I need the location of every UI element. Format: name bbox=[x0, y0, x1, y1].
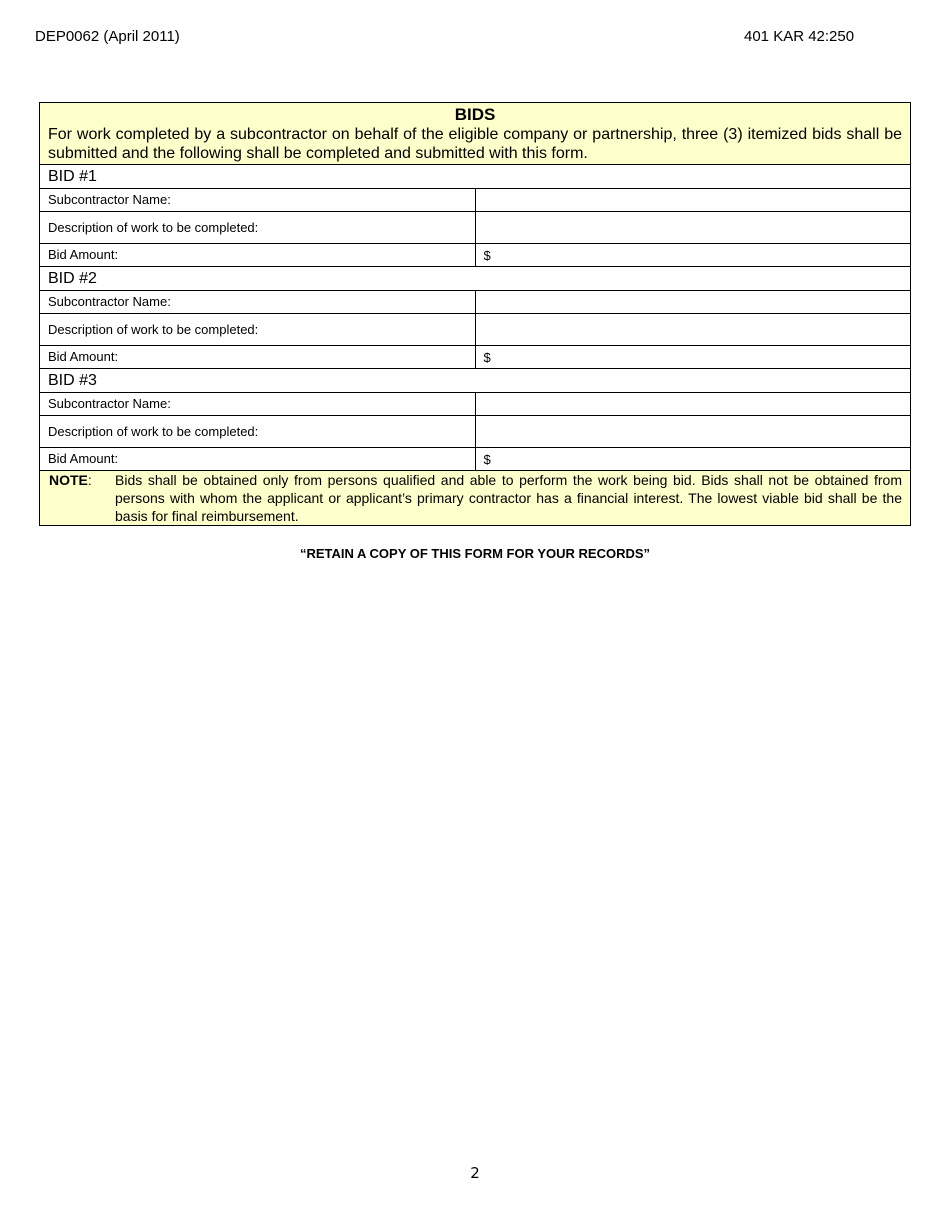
bid-1-amount-label: Bid Amount: bbox=[40, 244, 476, 267]
bid-1-name-field[interactable] bbox=[475, 189, 911, 212]
bid-2-amount-label: Bid Amount: bbox=[40, 346, 476, 369]
bid-2-name-field[interactable] bbox=[475, 291, 911, 314]
bid-2-amount-field[interactable]: $ bbox=[475, 346, 911, 369]
bid-1-amount-field[interactable]: $ bbox=[475, 244, 911, 267]
bid-3-name-label: Subcontractor Name: bbox=[40, 393, 476, 416]
form-title: BIDS bbox=[454, 105, 496, 124]
bid-1-name-label: Subcontractor Name: bbox=[40, 189, 476, 212]
bid-3-amount-field[interactable]: $ bbox=[475, 448, 911, 471]
retain-copy-notice: “RETAIN A COPY OF THIS FORM FOR YOUR RECORDS” bbox=[299, 546, 651, 561]
note-cell bbox=[40, 471, 911, 526]
bid-2-description-field[interactable] bbox=[475, 314, 911, 346]
note-text: Bids shall be obtained only from persons qualified and able to perform the work being bid. Bids shall not be obtained from persons with whom the applicant or applicant’s primary contractor has a financial interest. The lowest viable bid shall be the basis for final reimbursement. bbox=[115, 472, 902, 524]
bid-2-description-label: Description of work to be completed: bbox=[40, 314, 476, 346]
bid-1-description-label: Description of work to be completed: bbox=[40, 212, 476, 244]
bid-3-amount-label: Bid Amount: bbox=[40, 448, 476, 471]
bid-1-description-field[interactable] bbox=[475, 212, 911, 244]
bid-3-description-label: Description of work to be completed: bbox=[40, 416, 476, 448]
form-id: DEP0062 (April 2011) bbox=[35, 28, 180, 45]
bid-3-description-field[interactable] bbox=[475, 416, 911, 448]
bid-2-name-label: Subcontractor Name: bbox=[40, 291, 476, 314]
note-colon: : bbox=[87, 472, 92, 488]
bid-2-heading: BID #2 bbox=[40, 267, 911, 291]
bid-1-heading: BID #1 bbox=[40, 165, 911, 189]
form-header-cell bbox=[40, 103, 911, 165]
form-intro: For work completed by a subcontractor on behalf of the eligible company or partnership, three (3) itemized bids shall be submitted and the following shall be completed and submitted with this form. bbox=[48, 126, 902, 162]
note-label-wrap bbox=[48, 471, 115, 525]
bid-3-name-field[interactable] bbox=[475, 393, 911, 416]
bid-3-heading: BID #3 bbox=[40, 369, 911, 393]
page-number: 2 bbox=[470, 1164, 480, 1182]
bids-form bbox=[39, 102, 911, 526]
regulation-reference: 401 KAR 42:250 bbox=[744, 28, 855, 45]
note bbox=[48, 471, 902, 525]
note-label: NOTE bbox=[49, 472, 88, 488]
